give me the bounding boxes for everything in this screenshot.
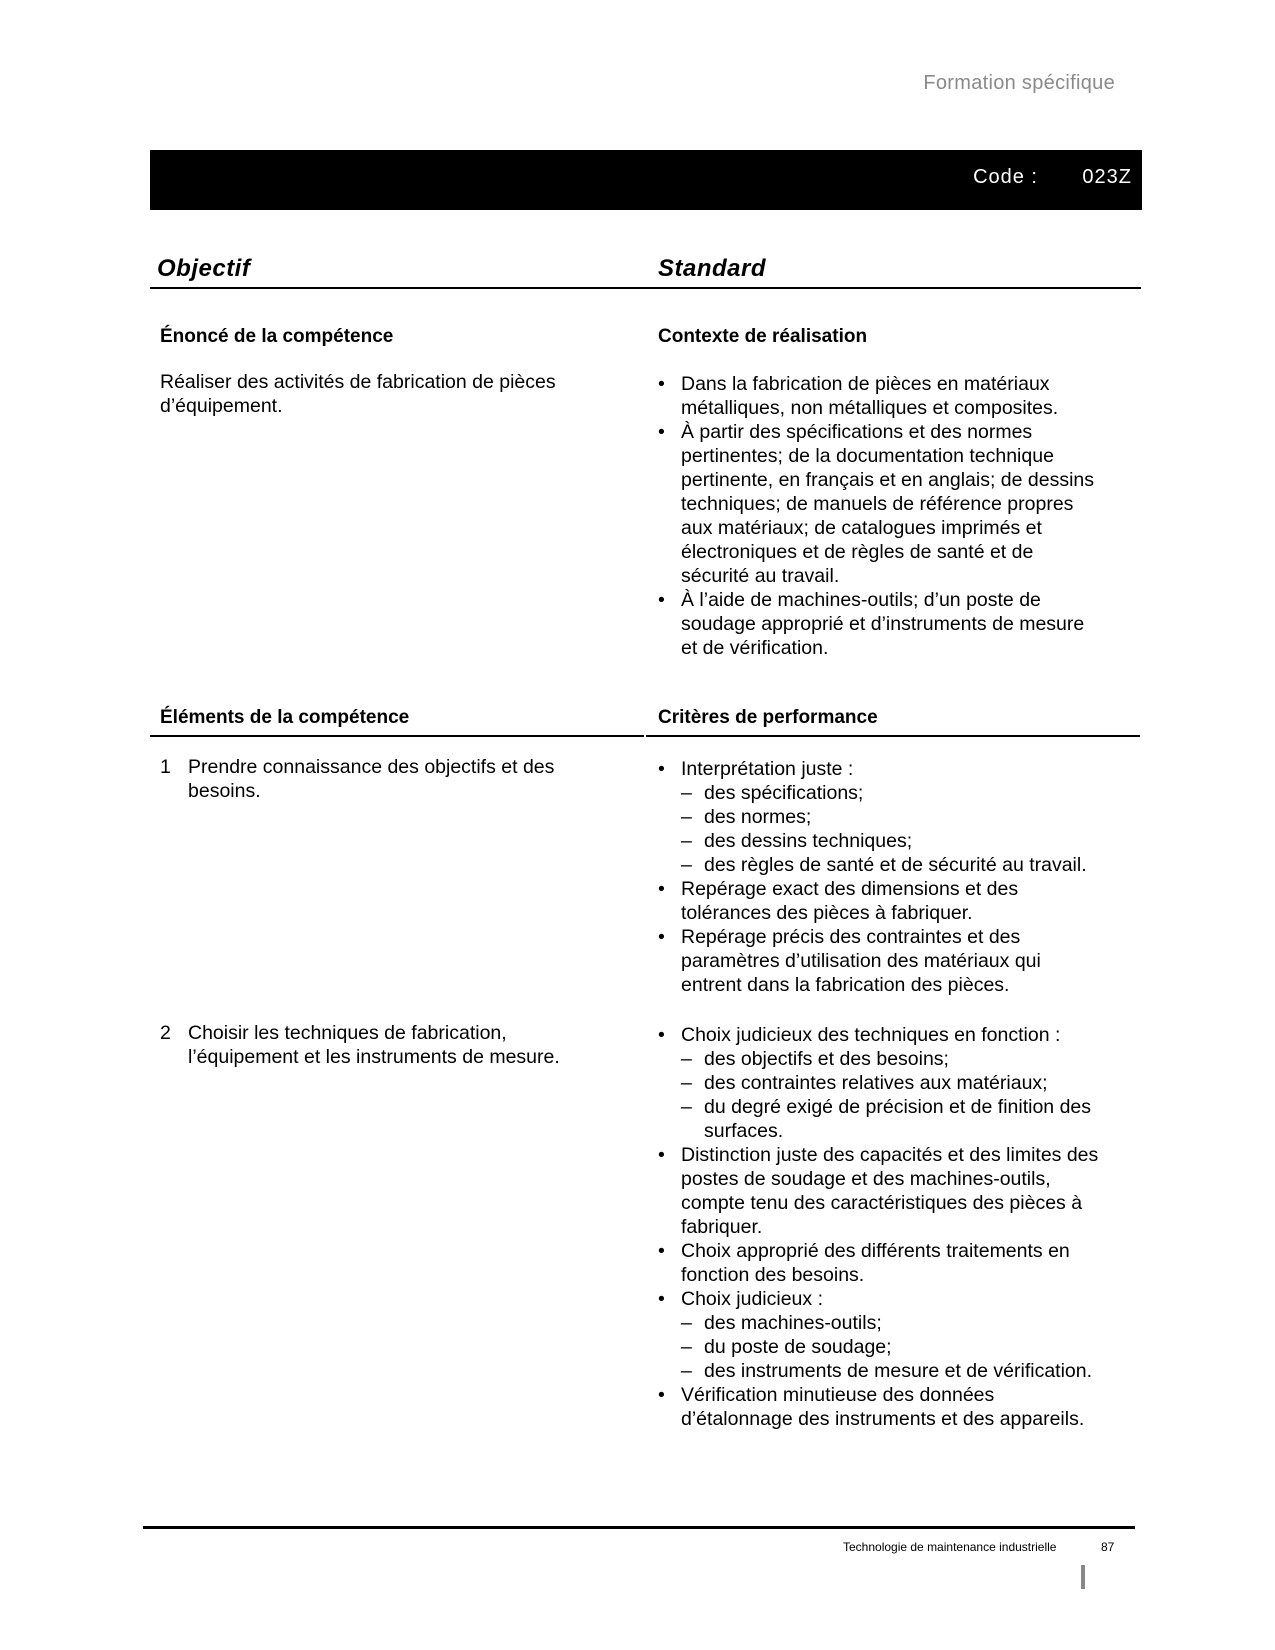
bullet-line: aux matériaux; de catalogues imprimés et [681, 517, 1042, 539]
bullet-item [658, 877, 1128, 925]
dash-glyph: – [681, 1048, 692, 1070]
element-line: Choisir les techniques de fabrication, [188, 1022, 507, 1044]
bullet-glyph: • [658, 1384, 665, 1406]
element-line: besoins. [188, 780, 261, 802]
dash-item [681, 853, 1128, 877]
enonce-text [160, 370, 556, 418]
bullet-item [658, 1287, 1138, 1383]
bullet-line: soudage approprié et d’instruments de mesure [681, 613, 1085, 635]
bullet-glyph: • [658, 758, 665, 780]
dash-glyph: – [681, 1096, 692, 1118]
elements-heading: Éléments de la compétence [160, 707, 410, 728]
footer-mark [1081, 1565, 1085, 1589]
bullet-item [658, 1143, 1138, 1239]
bullet-glyph: • [658, 589, 665, 611]
bullet-line: Choix judicieux des techniques en fonction : [681, 1024, 1061, 1046]
bullet-glyph: • [658, 1144, 665, 1166]
bullet-line: À partir des spécifications et des normes [681, 421, 1033, 443]
element-line: l’équipement et les instruments de mesure. [188, 1046, 560, 1068]
bullet-item [658, 757, 1128, 877]
footer-title: Technologie de maintenance industrielle [843, 1540, 1057, 1554]
header-label: Formation spécifique [923, 72, 1115, 94]
dash-line: des spécifications; [704, 782, 864, 804]
criteres-list-2 [658, 1023, 1138, 1431]
enonce-line: Réaliser des activités de fabrication de pièces [160, 371, 556, 393]
dash-line: des objectifs et des besoins; [704, 1048, 949, 1070]
bullet-item [658, 1239, 1138, 1287]
criteres-divider [646, 735, 1140, 737]
bullet-line: pertinentes; de la documentation technique [681, 445, 1054, 467]
bullet-line: techniques; de manuels de référence propres [681, 493, 1074, 515]
bullet-line: À l’aide de machines-outils; d’un poste de [681, 589, 1041, 611]
dash-glyph: – [681, 782, 692, 804]
bullet-line: compte tenu des caractéristiques des pièces à [681, 1192, 1083, 1214]
dash-line: des normes; [704, 806, 812, 828]
dash-line: du degré exigé de précision et de finition des [704, 1096, 1092, 1118]
bullet-item [658, 1023, 1138, 1143]
bullet-line: fabriquer. [681, 1216, 763, 1238]
dash-line: des machines-outils; [704, 1312, 882, 1334]
dash-line: des dessins techniques; [704, 830, 913, 852]
bullet-item [658, 420, 1128, 588]
bullet-item [658, 1383, 1138, 1431]
page-number: 87 [1101, 1540, 1115, 1554]
contexte-heading: Contexte de réalisation [658, 326, 868, 347]
bullet-line: entrent dans la fabrication des pièces. [681, 974, 1010, 996]
dash-list [681, 1311, 1138, 1383]
dash-glyph: – [681, 1312, 692, 1334]
bullet-glyph: • [658, 1024, 665, 1046]
bullet-line: d’étalonnage des instruments et des appareils. [681, 1408, 1085, 1430]
bullet-line: pertinente, en français et en anglais; de dessins [681, 469, 1095, 491]
bullet-item [658, 372, 1128, 420]
bullet-glyph: • [658, 1240, 665, 1262]
bullet-line: électroniques et de règles de santé et de [681, 541, 1034, 563]
bullet-line: postes de soudage et des machines-outils, [681, 1168, 1051, 1190]
element-1 [160, 755, 630, 803]
bullet-line: Vérification minutieuse des données [681, 1384, 995, 1406]
bullet-item [658, 925, 1128, 997]
bullet-line: et de vérification. [681, 637, 829, 659]
dash-item [681, 1095, 1138, 1143]
footer-divider [143, 1526, 1135, 1529]
bullet-line: fonction des besoins. [681, 1264, 865, 1286]
code-label: Code : [973, 166, 1038, 188]
dash-glyph: – [681, 1336, 692, 1358]
bullet-glyph: • [658, 373, 665, 395]
bullet-line: Repérage précis des contraintes et des [681, 926, 1021, 948]
dash-item [681, 781, 1128, 805]
dash-line: surfaces. [704, 1120, 784, 1142]
criteres-list-1 [658, 757, 1128, 997]
bullet-glyph: • [658, 878, 665, 900]
dash-glyph: – [681, 1072, 692, 1094]
dash-glyph: – [681, 806, 692, 828]
element-line: Prendre connaissance des objectifs et des [188, 756, 555, 778]
dash-list [681, 1047, 1138, 1143]
bullet-line: métalliques, non métalliques et composites. [681, 397, 1059, 419]
bullet-glyph: • [658, 1288, 665, 1310]
dash-item [681, 829, 1128, 853]
elements-divider [150, 735, 644, 737]
element-number: 2 [160, 1022, 171, 1044]
dash-item [681, 1359, 1138, 1383]
column-heading-objectif: Objectif [157, 255, 251, 282]
enonce-line: d’équipement. [160, 395, 283, 417]
contexte-list [658, 372, 1128, 660]
dash-item [681, 1311, 1138, 1335]
bullet-glyph: • [658, 926, 665, 948]
element-number: 1 [160, 756, 171, 778]
dash-list [681, 781, 1128, 877]
dash-line: des instruments de mesure et de vérification. [704, 1360, 1093, 1382]
bullet-line: paramètres d’utilisation des matériaux qui [681, 950, 1041, 972]
dash-glyph: – [681, 1360, 692, 1382]
dash-item [681, 1071, 1138, 1095]
criteres-heading: Critères de performance [658, 707, 878, 728]
element-2 [160, 1021, 630, 1069]
code-value: 023Z [1082, 166, 1132, 188]
bullet-line: Choix approprié des différents traitements en [681, 1240, 1070, 1262]
dash-glyph: – [681, 854, 692, 876]
heading-divider [150, 287, 1141, 289]
enonce-heading: Énoncé de la compétence [160, 326, 394, 347]
dash-item [681, 805, 1128, 829]
bullet-glyph: • [658, 421, 665, 443]
bullet-line: Distinction juste des capacités et des limites des [681, 1144, 1099, 1166]
dash-item [681, 1335, 1138, 1359]
dash-item [681, 1047, 1138, 1071]
bullet-line: sécurité au travail. [681, 565, 840, 587]
bullet-item [658, 588, 1128, 660]
dash-glyph: – [681, 830, 692, 852]
column-heading-standard: Standard [658, 255, 767, 282]
dash-line: des règles de santé et de sécurité au travail. [704, 854, 1087, 876]
code-bar [150, 150, 1142, 210]
dash-line: des contraintes relatives aux matériaux; [704, 1072, 1048, 1094]
bullet-line: Choix judicieux : [681, 1288, 823, 1310]
bullet-line: tolérances des pièces à fabriquer. [681, 902, 973, 924]
dash-line: du poste de soudage; [704, 1336, 892, 1358]
bullet-line: Interprétation juste : [681, 758, 854, 780]
bullet-line: Repérage exact des dimensions et des [681, 878, 1019, 900]
bullet-line: Dans la fabrication de pièces en matériaux [681, 373, 1050, 395]
